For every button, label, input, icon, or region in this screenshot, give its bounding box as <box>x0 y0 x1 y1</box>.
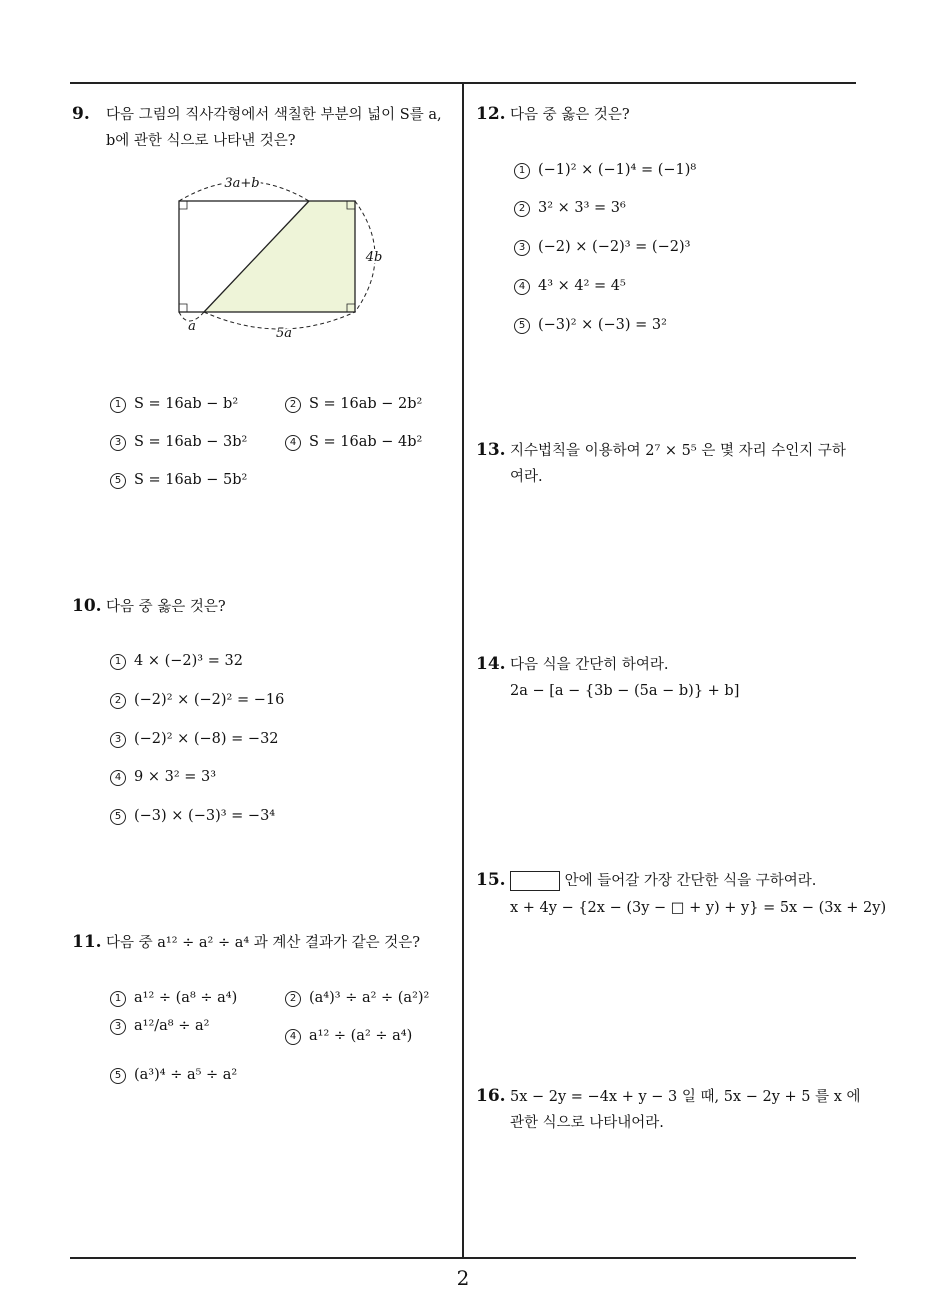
option-number-5: 5 <box>110 1068 126 1084</box>
q12-option-5[interactable]: 5 (−3)² × (−3) = 3² <box>514 317 667 334</box>
q11-number: 11. <box>72 932 102 952</box>
q11-option-4[interactable]: 4 a¹² ÷ (a² ÷ a⁴) <box>285 1028 412 1045</box>
q14-text: 다음 식을 간단히 하여라. <box>510 657 669 673</box>
q9-label-top: 3a+b <box>224 176 260 191</box>
q9-text-line2: b에 관한 식으로 나타낸 것은? <box>106 133 296 149</box>
option-number-4: 4 <box>285 1029 301 1045</box>
q9-option-3[interactable]: 3 S = 16ab − 3b² <box>110 434 247 451</box>
q11-expression: a¹² ÷ a² ÷ a⁴ <box>157 935 250 951</box>
option-number-1: 1 <box>110 397 126 413</box>
option-number-5: 5 <box>110 473 126 489</box>
q9-option-4[interactable]: 4 S = 16ab − 4b² <box>285 434 422 451</box>
column-divider <box>462 82 464 1258</box>
q12-option-3[interactable]: 3 (−2) × (−2)³ = (−2)³ <box>514 239 690 256</box>
option-number-2: 2 <box>285 991 301 1007</box>
q13-text-line1: 지수법칙을 이용하여 2⁷ × 5⁵ 은 몇 자리 수인지 구하 <box>510 443 846 459</box>
option-number-1: 1 <box>514 163 530 179</box>
option-number-1: 1 <box>110 654 126 670</box>
option-number-5: 5 <box>110 809 126 825</box>
option-number-2: 2 <box>514 201 530 217</box>
q10-text: 다음 중 옳은 것은? <box>106 599 226 615</box>
q12-text: 다음 중 옳은 것은? <box>510 107 630 123</box>
q10-option-2[interactable]: 2 (−2)² × (−2)² = −16 <box>110 692 284 709</box>
q14-expression: 2a − [a − {3b − (5a − b)} + b] <box>510 683 740 699</box>
q10-option-4[interactable]: 4 9 × 3² = 3³ <box>110 769 216 786</box>
q13-expression: 2⁷ × 5⁵ <box>645 443 697 459</box>
q9-number: 9. <box>72 104 90 124</box>
q11-option-5[interactable]: 5 (a³)⁴ ÷ a⁵ ÷ a² <box>110 1067 237 1084</box>
q10-option-1[interactable]: 1 4 × (−2)³ = 32 <box>110 653 243 670</box>
q9-text-line1: 다음 그림의 직사각형에서 색칠한 부분의 넓이 S를 a, <box>106 107 442 123</box>
option-number-2: 2 <box>285 397 301 413</box>
answer-blank-box[interactable] <box>510 871 560 891</box>
option-number-5: 5 <box>514 318 530 334</box>
option-number-4: 4 <box>285 435 301 451</box>
q9-label-right: 4b <box>365 250 383 265</box>
q12-number: 12. <box>476 104 506 124</box>
q12-option-4[interactable]: 4 4³ × 4² = 4⁵ <box>514 278 626 295</box>
q15-text: 안에 들어갈 가장 간단한 식을 구하여라. <box>510 871 816 891</box>
q11-option-3-expr: a¹²/a⁸ ÷ a² <box>134 1018 210 1034</box>
q13-number: 13. <box>476 440 506 460</box>
q9-option-2[interactable]: 2 S = 16ab − 2b² <box>285 396 422 413</box>
option-number-2: 2 <box>110 693 126 709</box>
option-number-3: 3 <box>110 435 126 451</box>
option-number-3: 3 <box>110 1019 126 1035</box>
option-number-1: 1 <box>110 991 126 1007</box>
option-number-4: 4 <box>110 770 126 786</box>
q15-number: 15. <box>476 870 506 890</box>
q16-text-line1: 5x − 2y = −4x + y − 3 일 때, 5x − 2y + 5 를 x 에 <box>510 1089 861 1105</box>
q16-number: 16. <box>476 1086 506 1106</box>
q14-number: 14. <box>476 654 506 674</box>
q13-text-line2: 여라. <box>510 469 543 485</box>
q10-option-3[interactable]: 3 (−2)² × (−8) = −32 <box>110 731 279 748</box>
option-number-3: 3 <box>514 240 530 256</box>
q11-option-1[interactable]: 1 a¹² ÷ (a⁸ ÷ a⁴) <box>110 990 237 1007</box>
bottom-rule <box>70 1257 856 1259</box>
q9-shaded-trapezoid <box>204 201 355 312</box>
q11-text: 다음 중 a¹² ÷ a² ÷ a⁴ 과 계산 결과가 같은 것은? <box>106 935 421 951</box>
q9-rectangle-figure <box>170 168 410 348</box>
q12-option-2[interactable]: 2 3² × 3³ = 3⁶ <box>514 200 626 217</box>
q15-expression: x + 4y − {2x − (3y − □ + y) + y} = 5x − (3x + 2y) <box>510 900 887 916</box>
q10-number: 10. <box>72 596 102 616</box>
q10-option-5[interactable]: 5 (−3) × (−3)³ = −3⁴ <box>110 808 275 825</box>
page-number: 2 <box>456 1266 470 1290</box>
q9-label-bottom: 5a <box>275 326 293 341</box>
q12-option-1[interactable]: 1 (−1)² × (−1)⁴ = (−1)⁸ <box>514 162 696 179</box>
option-number-3: 3 <box>110 732 126 748</box>
q16-text-line2: 관한 식으로 나타내어라. <box>510 1115 664 1131</box>
q9-label-bottom-left: a <box>188 319 196 334</box>
option-number-4: 4 <box>514 279 530 295</box>
q11-option-3[interactable] <box>110 1018 209 1035</box>
q9-option-1[interactable]: 1 S = 16ab − b² <box>110 396 238 413</box>
q9-option-5[interactable]: 5 S = 16ab − 5b² <box>110 472 247 489</box>
q11-option-2[interactable]: 2 (a⁴)³ ÷ a² ÷ (a²)² <box>285 990 429 1007</box>
